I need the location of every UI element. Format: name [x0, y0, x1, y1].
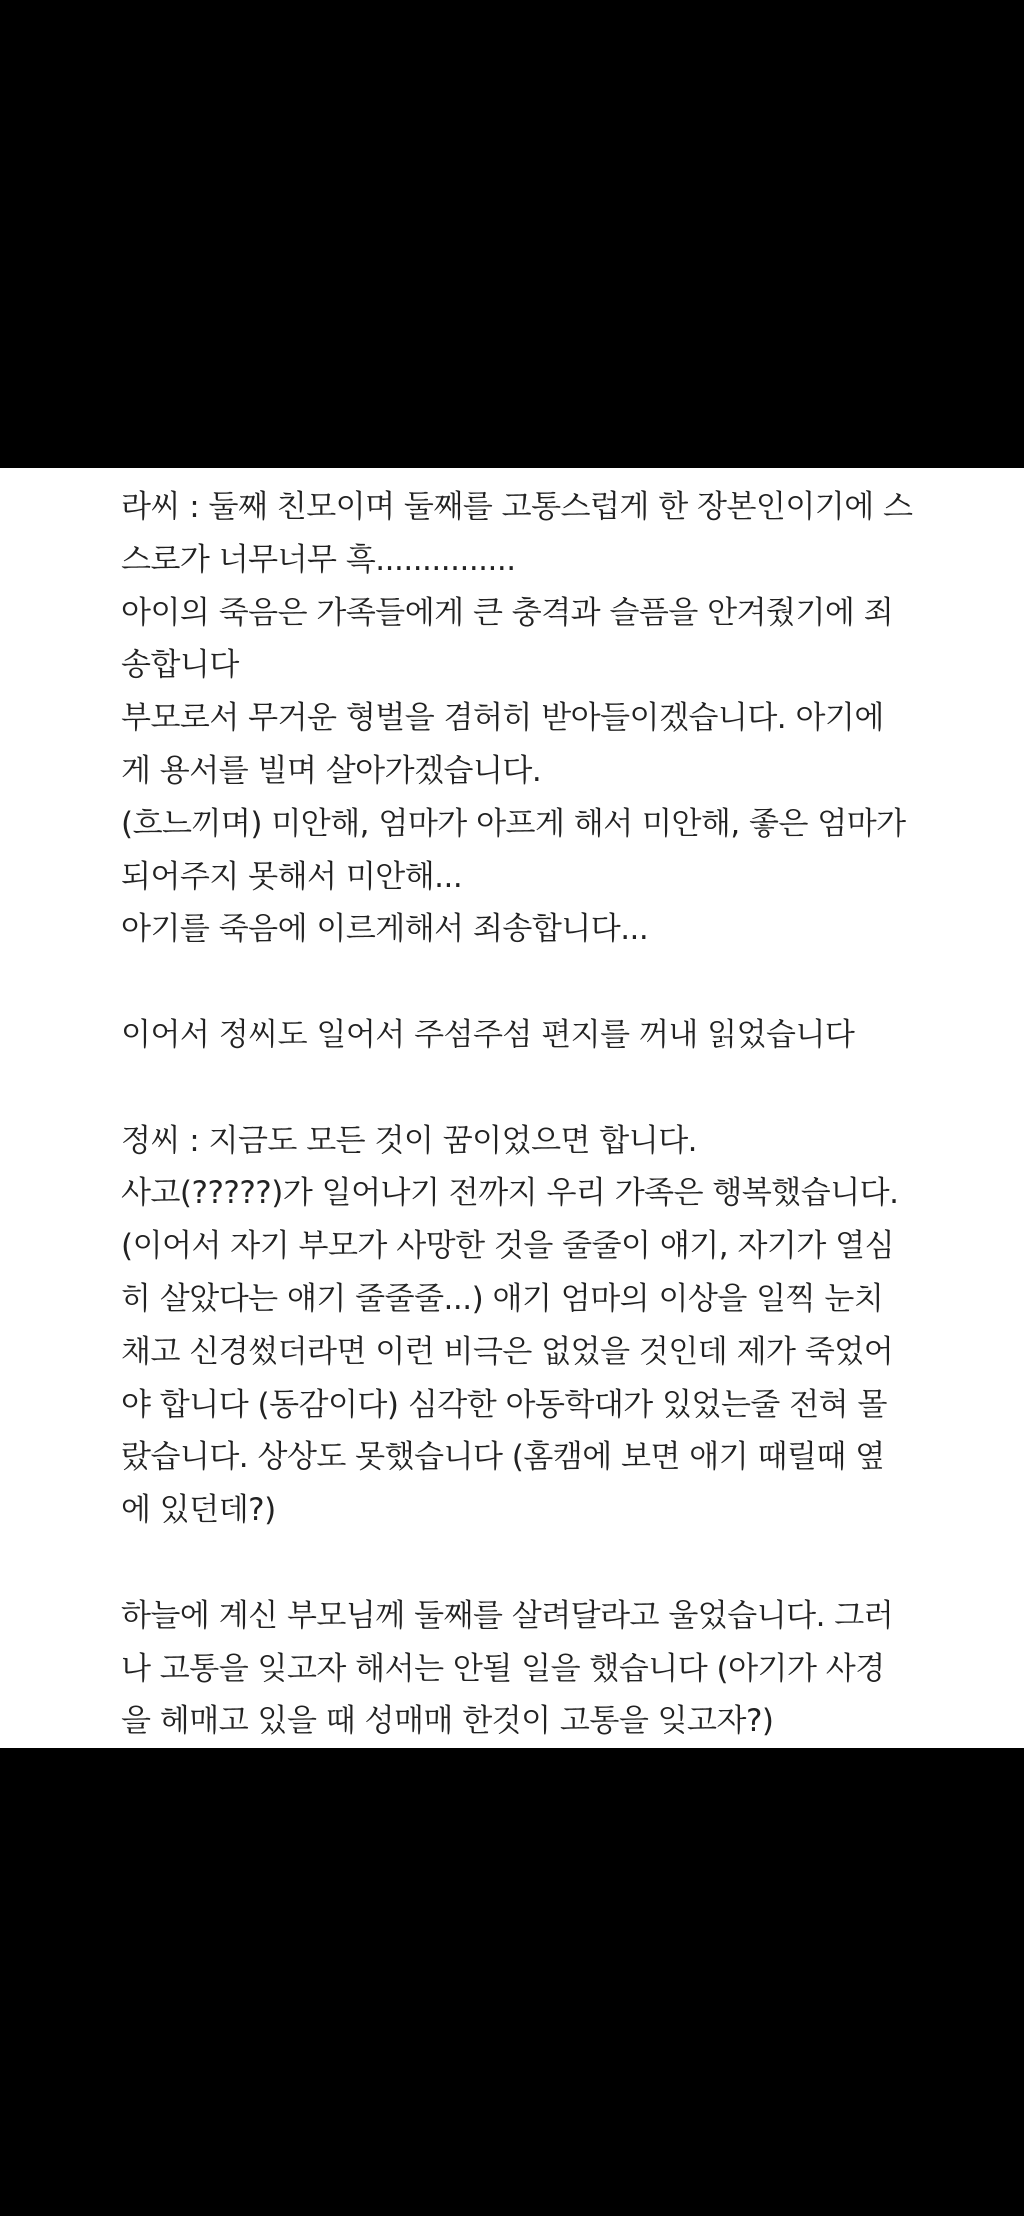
text-line: 게 용서를 빌며 살아가겠습니다.: [121, 752, 542, 789]
text-line: 랐습니다. 상상도 못했습니다 (홈캠에 보면 애기 때릴때 옆: [121, 1439, 885, 1476]
text-line: 스로가 너무너무 흑...............: [121, 541, 516, 578]
document-body[interactable]: [0, 468, 1024, 1748]
text-line: 아이의 죽음은 가족들에게 큰 충격과 슬픔을 안겨줬기에 죄: [121, 594, 894, 631]
text-line: 사고(?????)가 일어나기 전까지 우리 가족은 행복했습니다.: [121, 1175, 899, 1212]
top-black-bar: [0, 0, 1024, 468]
text-line: 히 살았다는 얘기 줄줄줄...) 애기 엄마의 이상을 일찍 눈치: [121, 1280, 884, 1317]
text-line: 송합니다: [121, 647, 239, 684]
text-line: 정씨 : 지금도 모든 것이 꿈이었으면 합니다.: [121, 1122, 698, 1159]
text-line: 라씨 : 둘째 친모이며 둘째를 고통스럽게 한 장본인이기에 스: [121, 489, 913, 525]
text-line: 채고 신경썼더라면 이런 비극은 없었을 것인데 제가 죽었어: [121, 1333, 894, 1370]
text-line: 아기를 죽음에 이르게해서 죄송합니다...: [121, 911, 649, 948]
blank-line: [121, 1537, 964, 1590]
text-line: 되어주지 못해서 미안해...: [121, 858, 463, 895]
blank-line: [121, 956, 964, 1009]
text-line: 을 헤매고 있을 때 성매매 한것이 고통을 잊고자?): [121, 1703, 774, 1740]
bottom-black-bar: [0, 1748, 1024, 2216]
text-line: (이어서 자기 부모가 사망한 것을 줄줄이 얘기, 자기가 열심: [121, 1228, 895, 1265]
text-line: 하늘에 계신 부모님께 둘째를 살려달라고 울었습니다. 그러: [121, 1597, 894, 1634]
text-line: 나 고통을 잊고자 해서는 안될 일을 했습니다 (아기가 사경: [121, 1650, 885, 1687]
text-line: 부모로서 무거운 형벌을 겸허히 받아들이겠습니다. 아기에: [121, 700, 884, 737]
blank-line: [121, 1062, 964, 1115]
text-line: 야 합니다 (동감이다) 심각한 아동학대가 있었는줄 전혀 몰: [121, 1386, 887, 1423]
text-line: 이어서 정씨도 일어서 주섬주섬 편지를 꺼내 읽었습니다: [121, 1016, 855, 1053]
text-line: (흐느끼며) 미안해, 엄마가 아프게 해서 미안해, 좋은 엄마가: [121, 805, 906, 842]
text-line: 에 있던데?): [121, 1492, 276, 1529]
